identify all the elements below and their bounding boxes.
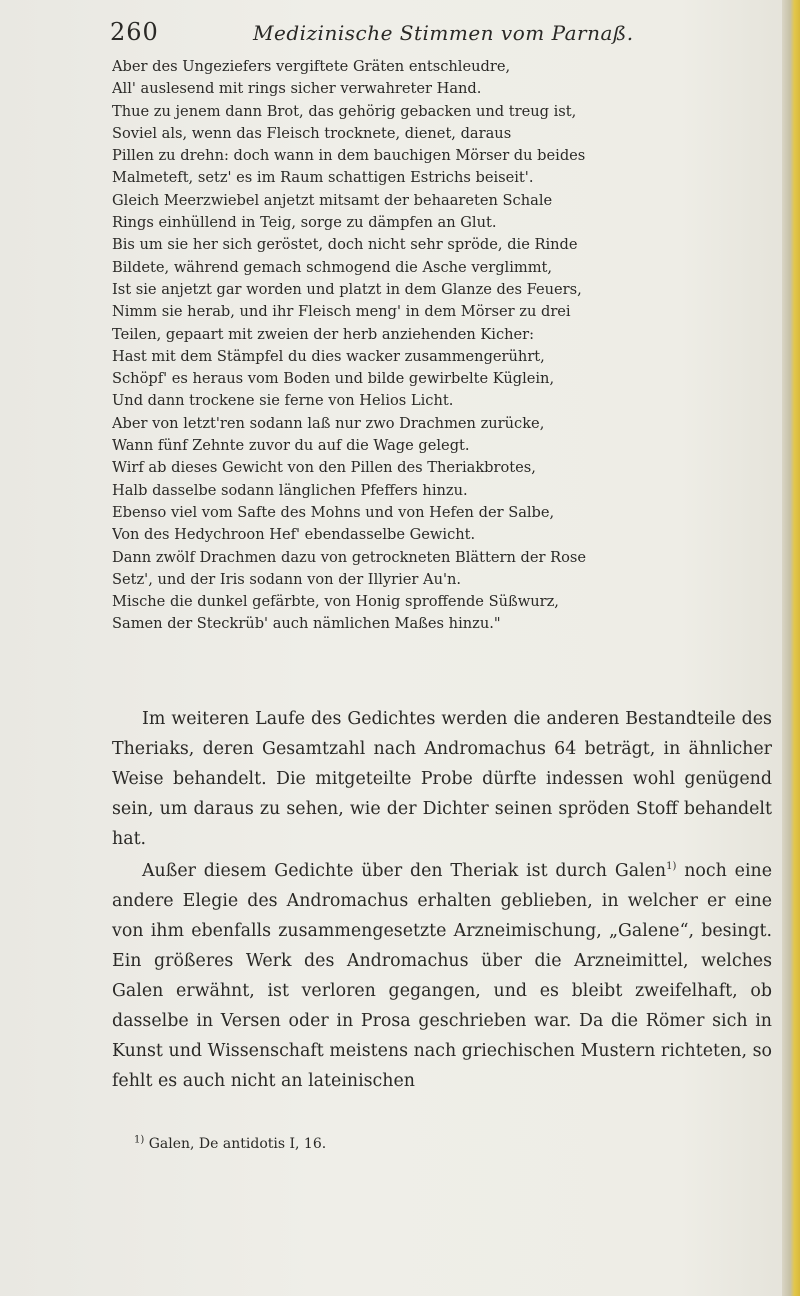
poem-line: All' auslesend mit rings sicher verwahreter Hand. (112, 80, 482, 98)
poem-line: Malmeteft, setz' es im Raum schattigen Estrichs beiseit'. (112, 169, 534, 187)
poem-line: Rings einhüllend in Teig, sorge zu dämpfen an Glut. (112, 214, 497, 232)
paragraph-text: noch eine andere Elegie des Andromachus erhalten geblieben, in welcher er eine von ihm ebenfalls zusammengesetzte Arzneimischung, „Galene“, besingt. Ein größeres Werk des Andromachus über die Arzneimittel, welches Galen erwähnt, ist verloren gegangen, und es bleibt zweifelhaft, ob dasselbe in Versen oder in Prosa geschrieben war. Da die Römer sich in Kunst und Wissenschaft meistens nach griechischen Mustern richteten, so fehlt es auch nicht an lateinischen (112, 861, 772, 1091)
poem-quotation (112, 56, 772, 636)
poem-line: Schöpf' es heraus vom Boden und bilde gewirbelte Küglein, (112, 370, 555, 388)
body-text (112, 704, 772, 1098)
footnote (134, 1136, 326, 1152)
paragraph (112, 856, 772, 1096)
poem-line: Wann fünf Zehnte zuvor du auf die Wage gelegt. (112, 437, 470, 455)
poem-line: Nimm sie herab, und ihr Fleisch meng' in dem Mörser zu drei (112, 303, 571, 321)
poem-line: Aber des Ungeziefers vergiftete Gräten entschleudre, (112, 58, 511, 75)
poem-line: Gleich Meerzwiebel anjetzt mitsamt der behaareten Schale (112, 191, 553, 209)
poem-line: Von des Hedychroon Hef' ebendasselbe Gewicht. (112, 526, 476, 544)
page-edge (782, 0, 800, 1296)
poem-line: Pillen zu drehn: doch wann in dem bauchigen Mörser du beides (112, 147, 586, 165)
poem-line: Bis um sie her sich geröstet, doch nicht sehr spröde, die Rinde (112, 236, 578, 254)
paragraph-text: Außer diesem Gedichte über den Theriak ist durch Galen (142, 861, 667, 881)
poem-line: Ist sie anjetzt gar worden und platzt in dem Glanze des Feuers, (112, 280, 582, 298)
poem-line: Hast mit dem Stämpfel du dies wacker zusammengerührt, (112, 347, 545, 365)
footnote-text: Galen, De antidotis I, 16. (148, 1136, 327, 1152)
running-head: Medizinische Stimmen vom Parnaß. (253, 21, 634, 45)
footnote-marker: 1) (134, 1134, 145, 1146)
page-number: 260 (110, 18, 159, 46)
paragraph: Im weiteren Laufe des Gedichtes werden die anderen Bestandteile des Theriaks, deren Gesamtzahl nach Andromachus 64 beträgt, in ähnlicher Weise behandelt. Die mitgeteilte Probe dürfte indessen wohl genügend sein, um daraus zu sehen, wie der Dichter seinen spröden Stoff behandelt hat. (112, 709, 772, 849)
poem-line: Setz', und der Iris sodann von der Illyrier Au'n. (112, 570, 462, 588)
footnote-reference: 1) (666, 861, 677, 873)
poem-line: Mische die dunkel gefärbte, von Honig sproffende Süßwurz, (112, 593, 559, 611)
poem-line: Und dann trockene sie ferne von Helios Licht. (112, 392, 454, 410)
poem-line: Soviel als, wenn das Fleisch trocknete, dienet, daraus (112, 124, 512, 142)
poem-line: Ebenso viel vom Safte des Mohns und von Hefen der Salbe, (112, 503, 555, 521)
poem-line: Aber von letzt'ren sodann laß nur zwo Drachmen zurücke, (112, 414, 545, 432)
page-header (110, 14, 750, 50)
poem-line: Wirf ab dieses Gewicht von den Pillen des Theriakbrotes, (112, 459, 536, 477)
poem-line: Samen der Steckrüb' auch nämlichen Maßes hinzu." (112, 615, 501, 633)
poem-line: Halb dasselbe sodann länglichen Pfeffers hinzu. (112, 481, 468, 499)
poem-line: Dann zwölf Drachmen dazu von getrockneten Blättern der Rose (112, 548, 586, 566)
poem-line: Teilen, gepaart mit zweien der herb anziehenden Kicher: (112, 325, 535, 343)
poem-line: Thue zu jenem dann Brot, das gehörig gebacken und treug ist, (112, 102, 577, 120)
poem-line: Bildete, während gemach schmogend die Asche verglimmt, (112, 258, 553, 276)
